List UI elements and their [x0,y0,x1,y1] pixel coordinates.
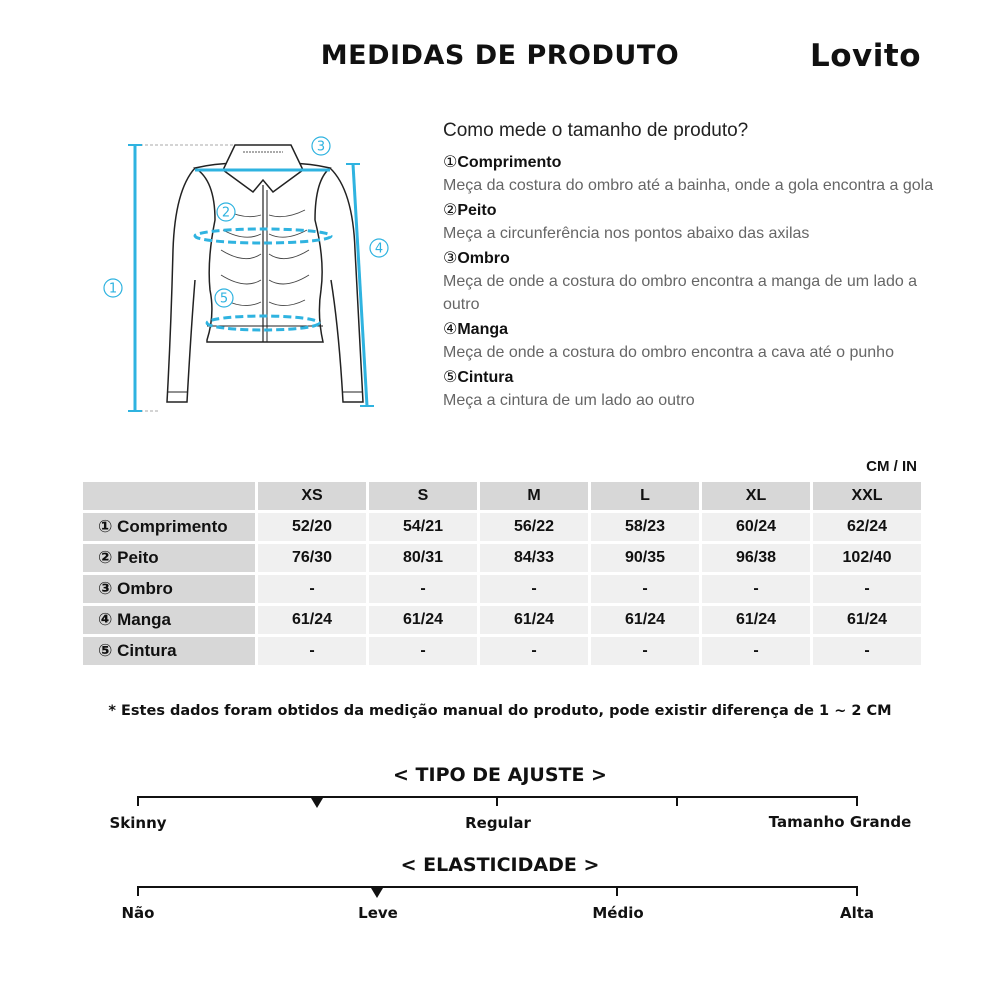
measure-item-title [443,199,943,222]
fit-tick [496,796,498,806]
measure-item-number: ⑤ [443,369,458,386]
measure-item-name: Peito [457,202,497,219]
measure-item [443,199,943,245]
row-label: ⑤ Cintura [83,637,255,665]
row-label: ③ Ombro [83,575,255,603]
row-label: ④ Manga [83,606,255,634]
measure-item-description: Meça da costura do ombro até a bainha, onde a gola encontra a gola [443,177,934,194]
table-row [83,544,921,572]
fit-label-skinny: Skinny [109,814,167,832]
table-row [83,513,921,541]
measure-item-description: Meça a circunferência nos pontos abaixo das axilas [443,225,810,242]
elasticity-tick [616,886,618,896]
table-cell: 61/24 [813,606,921,634]
figure-label-4: 4 [374,241,384,257]
table-cell: 54/21 [369,513,477,541]
label-circle-5 [215,289,233,307]
table-cell: 96/38 [702,544,810,572]
size-header-row [83,482,921,510]
measure-item-description: Meça a cintura de um lado ao outro [443,392,695,409]
table-cell: 61/24 [258,606,366,634]
table-row [83,637,921,665]
figure-label-2: 2 [221,205,231,221]
table-cell: 61/24 [702,606,810,634]
elasticity-label-none: Não [121,904,155,922]
table-cell: 80/31 [369,544,477,572]
table-cell: 62/24 [813,513,921,541]
fit-label-regular: Regular [465,814,531,832]
measure-item-name: Ombro [457,250,510,267]
figure-label-3: 3 [316,139,326,155]
measure-list [443,151,943,412]
measure-item-title [443,318,943,341]
table-cell: 76/30 [258,544,366,572]
table-cell: - [369,575,477,603]
how-to-measure [443,120,943,414]
page-title: MEDIDAS DE PRODUTO [320,40,680,71]
measure-item [443,247,943,316]
garment-figure [95,130,405,430]
size-header-m: M [480,482,588,510]
measure-item-description: Meça de onde a costura do ombro encontra a manga de um lado a outro [443,273,918,313]
fit-tick [137,796,139,806]
elasticity-marker [371,888,383,898]
table-cell: 61/24 [369,606,477,634]
table-cell: 84/33 [480,544,588,572]
measure-item-name: Comprimento [457,154,562,171]
size-header-s: S [369,482,477,510]
table-cell: - [480,637,588,665]
size-header-xl: XL [702,482,810,510]
elasticity-label-light: Leve [358,904,398,922]
elasticity-tick [856,886,858,896]
elasticity-scale-title: < ELASTICIDADE > [400,854,600,876]
fit-label-oversized: Tamanho Grande [768,813,912,831]
elasticity-label-high: Alta [839,904,875,922]
label-circle-4 [370,239,388,257]
table-row [83,606,921,634]
row-label: ② Peito [83,544,255,572]
measure-item-description: Meça de onde a costura do ombro encontra a cava até o punho [443,344,894,361]
row-label: ① Comprimento [83,513,255,541]
fit-tick [676,796,678,806]
label-circle-1 [104,279,122,297]
label-circle-3 [312,137,330,155]
fit-scale [109,796,912,836]
table-cell: - [591,637,699,665]
table-cell: - [480,575,588,603]
measure-item-title [443,366,943,389]
brand-logo: Lovito [810,38,922,74]
figure-label-5: 5 [219,291,229,307]
measure-item-title [443,247,943,270]
measure-item-name: Manga [457,321,509,338]
elasticity-tick [137,886,139,896]
figure-label-1: 1 [108,281,118,297]
measure-item-number: ④ [443,321,458,338]
table-cell: - [258,637,366,665]
table-cell: - [702,575,810,603]
size-header-l: L [591,482,699,510]
measure-item-title [443,151,943,174]
measure-item-number: ③ [443,250,458,267]
table-cell: - [369,637,477,665]
elasticity-label-medium: Médio [592,904,644,922]
measure-item-number: ② [443,202,458,219]
table-cell: 52/20 [258,513,366,541]
size-header-xs: XS [258,482,366,510]
table-cell: 61/24 [591,606,699,634]
table-cell: 61/24 [480,606,588,634]
measure-item-name: Cintura [457,369,514,386]
measure-item-number: ① [443,154,458,171]
table-cell: - [813,637,921,665]
size-header-xxl: XXL [813,482,921,510]
table-cell: 90/35 [591,544,699,572]
elasticity-scale [121,886,875,926]
table-cell: 58/23 [591,513,699,541]
table-corner [83,482,255,510]
measure-item [443,318,943,364]
table-cell: - [258,575,366,603]
table-cell: 56/22 [480,513,588,541]
measure-item [443,366,943,412]
table-cell: 60/24 [702,513,810,541]
fit-marker [311,798,323,808]
measure-item [443,151,943,197]
fit-tick [856,796,858,806]
elasticity-scale-line [137,886,858,888]
table-cell: - [702,637,810,665]
table-cell: 102/40 [813,544,921,572]
table-cell: - [813,575,921,603]
table-cell: - [591,575,699,603]
table-row [83,575,921,603]
how-to-measure-heading: Como mede o tamanho de produto? [443,120,749,141]
label-circle-2 [217,203,235,221]
size-table [80,479,924,668]
measurement-note: * Estes dados foram obtidos da medição manual do produto, pode existir diferença de 1 ~ 2 CM [108,703,892,719]
fit-scale-title: < TIPO DE AJUSTE > [393,764,607,786]
units-label: CM / IN [866,458,917,475]
